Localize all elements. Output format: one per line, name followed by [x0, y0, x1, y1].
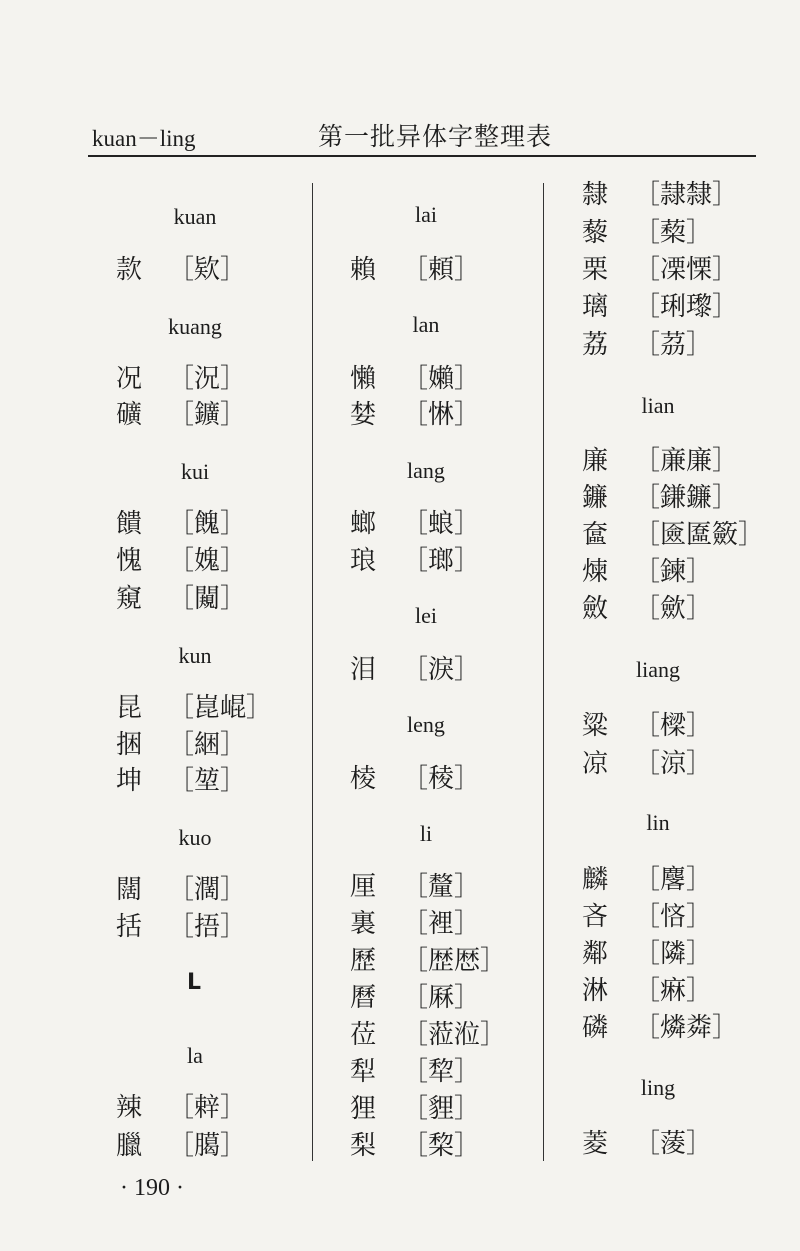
entry-row	[582, 218, 712, 248]
pinyin-heading-la: la	[187, 1043, 203, 1068]
standard-char: 梨	[350, 1131, 377, 1161]
pinyin-heading-kuang: kuang	[168, 314, 222, 339]
variant-chars: ［瑯］	[402, 546, 481, 576]
standard-char: 奩	[582, 520, 609, 550]
variant-chars: ［涼］	[634, 749, 713, 779]
entry-row	[582, 292, 738, 322]
entry-row	[350, 1131, 480, 1161]
entry-row	[582, 976, 712, 1006]
entry-row	[582, 255, 738, 285]
pinyin-heading-li: li	[419, 821, 433, 846]
entry-row	[350, 946, 506, 976]
entry-row	[350, 764, 480, 794]
standard-char: 莅	[350, 1020, 377, 1050]
standard-char: 况	[116, 364, 143, 394]
pinyin-heading-kuan: kuan	[173, 204, 217, 229]
entry-row	[350, 546, 480, 576]
standard-char: 麟	[582, 865, 609, 895]
entry-row	[582, 330, 712, 360]
standard-char: 鄰	[582, 939, 609, 969]
variant-chars: ［裡］	[402, 909, 481, 939]
variant-chars: ［犂］	[402, 1057, 481, 1087]
entry-row	[116, 1131, 246, 1161]
variant-chars: ［痳］	[634, 976, 713, 1006]
standard-char: 吝	[582, 902, 609, 932]
standard-char: 凉	[582, 749, 609, 779]
variant-chars: ［蒞涖］	[402, 1020, 507, 1050]
variant-chars: ［欵］	[168, 255, 247, 285]
variant-chars: ［棃］	[402, 1131, 481, 1161]
variant-chars: ［蔾］	[634, 218, 713, 248]
standard-char: 括	[116, 912, 143, 942]
standard-char: 捆	[116, 730, 143, 760]
entry-row	[582, 1129, 712, 1159]
entry-row	[582, 446, 738, 476]
pinyin-heading-lan: lan	[412, 312, 440, 337]
entry-row	[116, 693, 272, 723]
variant-chars: ［歛］	[634, 594, 713, 624]
standard-char: 坤	[116, 766, 143, 796]
standard-char: 賴	[350, 255, 377, 285]
header-pinyin-range: kuan－ling	[92, 126, 196, 151]
standard-char: 歷	[350, 946, 377, 976]
variant-chars: ［淚］	[402, 655, 481, 685]
variant-chars: ［況］	[168, 364, 247, 394]
entry-row	[116, 255, 246, 285]
pinyin-heading-leng: leng	[407, 712, 445, 737]
variant-chars: ［頼］	[402, 255, 481, 285]
standard-char: 窺	[116, 584, 143, 614]
variant-chars: ［崑崐］	[168, 693, 273, 723]
standard-char: 犁	[350, 1057, 377, 1087]
standard-char: 礦	[116, 400, 143, 430]
variant-chars: ［蔆］	[634, 1129, 713, 1159]
entry-row	[582, 939, 712, 969]
variant-chars: ［隷隸］	[634, 180, 739, 210]
entry-row	[116, 730, 246, 760]
entry-row	[582, 520, 764, 550]
standard-char: 螂	[350, 509, 377, 539]
entry-row	[350, 364, 480, 394]
pinyin-heading-lin: lin	[646, 810, 670, 835]
entry-row	[582, 557, 712, 587]
standard-char: 棱	[350, 764, 377, 794]
variant-chars: ［匳匲籢］	[634, 520, 765, 550]
entry-row	[350, 872, 480, 902]
standard-char: 裏	[350, 909, 377, 939]
standard-char: 淋	[582, 976, 609, 1006]
pinyin-heading-kui: kui	[180, 459, 210, 484]
standard-char: 璃	[582, 292, 609, 322]
variant-chars: ［蜋］	[402, 509, 481, 539]
variant-chars: ［稜］	[402, 764, 481, 794]
standard-char: 泪	[350, 655, 377, 685]
variant-chars: ［綑］	[168, 730, 247, 760]
variant-chars: ［嬾］	[402, 364, 481, 394]
entry-row	[116, 509, 246, 539]
section-letter-L: L	[187, 970, 202, 995]
standard-char: 闊	[116, 875, 143, 905]
pinyin-heading-kun: kun	[178, 643, 212, 668]
standard-char: 狸	[350, 1094, 377, 1124]
variant-chars: ［貍］	[402, 1094, 481, 1124]
entry-row	[116, 400, 246, 430]
standard-char: 栗	[582, 255, 609, 285]
entry-row	[350, 1020, 506, 1050]
variant-chars: ［濶］	[168, 875, 247, 905]
standard-char: 臘	[116, 1131, 143, 1161]
entry-row	[350, 983, 480, 1013]
entry-row	[116, 912, 246, 942]
entry-row	[582, 902, 712, 932]
standard-char: 菱	[582, 1129, 609, 1159]
standard-char: 磷	[582, 1013, 609, 1043]
variant-chars: ［燐粦］	[634, 1013, 739, 1043]
page-title: 第一批异体字整理表	[318, 122, 553, 151]
entry-row	[350, 1094, 480, 1124]
variant-chars: ［惏］	[402, 400, 481, 430]
variant-chars: ［堃］	[168, 766, 247, 796]
standard-char: 厘	[350, 872, 377, 902]
pinyin-heading-ling: ling	[640, 1075, 676, 1100]
column-divider-right	[543, 183, 544, 1161]
pinyin-heading-liang: liang	[636, 657, 680, 682]
entry-row	[350, 655, 480, 685]
entry-row	[582, 1013, 738, 1043]
variant-chars: ［媿］	[168, 546, 247, 576]
variant-chars: ［亷廉］	[634, 446, 739, 476]
entry-row	[116, 766, 246, 796]
pinyin-heading-kuo: kuo	[178, 825, 212, 850]
standard-char: 辣	[116, 1093, 143, 1123]
variant-chars: ［臈］	[168, 1131, 247, 1161]
standard-char: 款	[116, 255, 143, 285]
pinyin-heading-lian: lian	[641, 393, 675, 418]
variant-chars: ［麐］	[634, 865, 713, 895]
variant-chars: ［隣］	[634, 939, 713, 969]
variant-chars: ［厤］	[402, 983, 481, 1013]
standard-char: 昆	[116, 693, 143, 723]
entry-row	[582, 711, 712, 741]
standard-char: 懶	[350, 364, 377, 394]
standard-char: 琅	[350, 546, 377, 576]
page-number: · 190 ·	[120, 1175, 184, 1201]
entry-row	[582, 749, 712, 779]
entry-row	[350, 509, 480, 539]
entry-row	[350, 400, 480, 430]
variant-chars: ［捂］	[168, 912, 247, 942]
variant-chars: ［闚］	[168, 584, 247, 614]
variant-chars: ［悋］	[634, 902, 713, 932]
standard-char: 廉	[582, 446, 609, 476]
variant-chars: ［釐］	[402, 872, 481, 902]
entry-row	[350, 1057, 480, 1087]
standard-char: 鐮	[582, 483, 609, 513]
standard-char: 愧	[116, 546, 143, 576]
entry-row	[116, 1093, 246, 1123]
variant-chars: ［鑛］	[168, 400, 247, 430]
entry-row	[582, 180, 738, 210]
entry-row	[116, 584, 246, 614]
pinyin-heading-lai: lai	[415, 202, 437, 227]
entry-row	[350, 909, 480, 939]
standard-char: 荔	[582, 330, 609, 360]
pinyin-heading-lei: lei	[415, 603, 437, 628]
entry-row	[582, 865, 712, 895]
entry-row	[116, 875, 246, 905]
variant-chars: ［凓慄］	[634, 255, 739, 285]
variant-chars: ［餽］	[168, 509, 247, 539]
standard-char: 斂	[582, 594, 609, 624]
variant-chars: ［樑］	[634, 711, 713, 741]
standard-char: 饋	[116, 509, 143, 539]
pinyin-heading-lang: lang	[407, 458, 445, 483]
entry-row	[350, 255, 480, 285]
variant-chars: ［鍊］	[634, 557, 713, 587]
variant-chars: ［茘］	[634, 330, 713, 360]
header-divider	[88, 155, 756, 157]
standard-char: 隸	[582, 180, 609, 210]
variant-chars: ［辢］	[168, 1093, 247, 1123]
entry-row	[582, 594, 712, 624]
variant-chars: ［歴厯］	[402, 946, 507, 976]
entry-row	[116, 364, 246, 394]
variant-chars: ［琍瓈］	[634, 292, 739, 322]
variant-chars: ［鎌鐮］	[634, 483, 739, 513]
standard-char: 煉	[582, 557, 609, 587]
standard-char: 曆	[350, 983, 377, 1013]
entry-row	[116, 546, 246, 576]
standard-char: 粱	[582, 711, 609, 741]
entry-row	[582, 483, 738, 513]
standard-char: 藜	[582, 218, 609, 248]
standard-char: 婪	[350, 400, 377, 430]
column-divider-left	[312, 183, 313, 1161]
